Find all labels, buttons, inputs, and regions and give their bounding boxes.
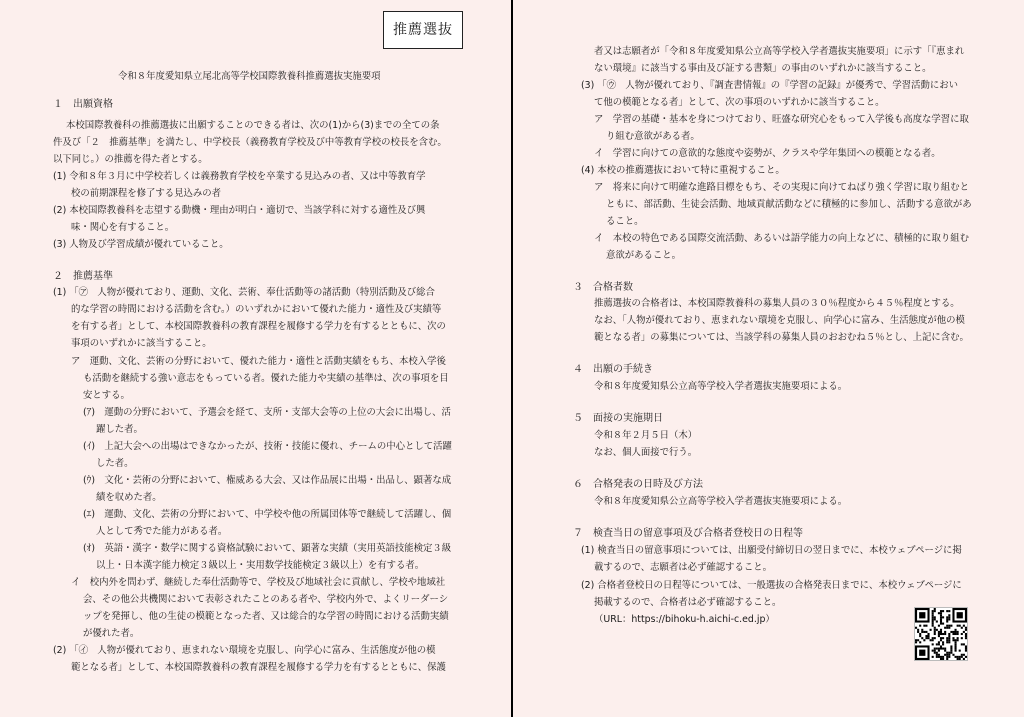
- left-page: [0, 0, 511, 717]
- left-text-line: 安とする。: [83, 390, 130, 401]
- right-text-line: 意欲があること。: [606, 250, 682, 261]
- right-text-line: 令和８年度愛知県公立高等学校入学者選抜実施要項による。: [594, 496, 848, 507]
- left-text-line: 会、その他公共機関において表彰されたことのある者や、学校内外で、よくリーダーシ: [83, 594, 449, 605]
- right-text-line: 載するので、志願者は必ず確認すること。: [594, 562, 772, 573]
- right-text-line: なお、「人物が優れており、恵まれない環境を克服し、向学心に富み、生活態度が他の模: [594, 315, 965, 326]
- right-text-line: 推薦選抜の合格者は、本校国際教養科の募集人員の３０％程度から４５％程度とする。: [594, 298, 960, 309]
- left-text-line: (2) 本校国際教養科を志望する動機・理由が明白・適切で、当該学科に対する適性及び興: [53, 205, 426, 216]
- right-section-heading: ７ 検査当日の留意事項及び合格者登校日の日程等: [573, 528, 803, 539]
- left-text-line: 校の前期課程を修了する見込みの者: [71, 188, 222, 199]
- right-text-line: なお、個人面接で行う。: [594, 447, 698, 458]
- left-text-line: 以上・日本漢字能力検定３級以上・実用数学技能検定３級以上）を有する者。: [96, 560, 425, 571]
- right-text-line: イ 学習に向けての意欲的な態度や姿勢が、クラスや学年集団への模範となる者。: [594, 148, 941, 159]
- right-text-line: 令和８年度愛知県公立高等学校入学者選抜実施要項による。: [594, 381, 848, 392]
- left-text-line: が優れた者。: [83, 628, 140, 639]
- document-title: 令和８年度愛知県立尾北高等学校国際教養科推薦選抜実施要項: [118, 71, 381, 82]
- right-text-line: ること。: [606, 216, 644, 227]
- left-text-line: 味・関心を有すること。: [71, 222, 175, 233]
- left-text-line: ア 運動、文化、芸術の分野において、優れた能力・適性と活動実績をもち、本校入学後: [71, 356, 446, 367]
- right-text-line: り組む意欲がある者。: [606, 131, 700, 142]
- left-text-line: (ｲ) 上記大会への出場はできなかったが、技術・技能に優れ、チームの中心として活躍: [83, 441, 452, 452]
- left-section-heading: ２ 推薦基準: [53, 271, 113, 282]
- left-text-line: を有する者」として、本校国際教養科の教育課程を履修する学力を有するとともに、次の: [71, 321, 446, 332]
- left-text-line: も活動を継続する強い意志をもっている者。優れた能力や実績の基準は、次の事項を目: [83, 373, 449, 384]
- right-text-line: (4) 本校の推薦選抜において特に重視すること。: [581, 165, 785, 176]
- left-text-line: 件及び「２ 推薦基準」を満たし、中学校長（義務教育学校及び中等教育学校の校長を含む。: [53, 137, 447, 148]
- left-text-line: 本校国際教養科の推薦選抜に出願することのできる者は、次の(1)から(3)までの全ての条: [66, 120, 440, 131]
- right-text-line: (3) 「㋒ 人物が優れており、『調査書情報』の『学習の記録』が優秀で、学習活動におい: [581, 80, 959, 91]
- left-text-line: (ｴ) 運動、文化、芸術の分野において、中学校や他の所属団体等で継続して活躍し、個: [83, 509, 452, 520]
- right-text-line: ない環境』に該当する事由及び証する書類」の事由のいずれかに該当すること。: [594, 63, 932, 74]
- right-text-line: て他の模範となる者」として、次の事項のいずれかに該当すること。: [594, 97, 885, 108]
- left-text-line: (ｳ) 文化・芸術の分野において、権威ある大会、又は作品展に出場・出品し、顕著な成: [83, 475, 452, 486]
- left-text-line: 範となる者」として、本校国際教養科の教育課程を履修する学力を有するとともに、保護: [71, 662, 446, 673]
- school-url-link[interactable]: （URL：https://bihoku-h.aichi-c.ed.jp）: [594, 614, 775, 625]
- right-section-heading: ３ 合格者数: [573, 282, 633, 293]
- right-text-line: 範となる者」の募集については、当該学科の募集人員のおおむね５％とし、上記に含む。: [594, 332, 969, 343]
- right-text-line: (2) 合格者登校日の日程等については、一般選抜の合格発表日までに、本校ウェブページに: [581, 580, 962, 591]
- qr-code[interactable]: [914, 607, 968, 661]
- right-section-heading: ６ 合格発表の日時及び方法: [573, 479, 703, 490]
- selection-type-tag: 推薦選抜: [383, 11, 463, 49]
- left-text-line: 事項のいずれかに該当すること。: [71, 338, 212, 349]
- left-text-line: ップを発揮し、他の生徒の模範となった者、又は総合的な学習の時間における活動実績: [83, 611, 449, 622]
- right-page: [513, 0, 1024, 717]
- right-text-line: 令和８年２月５日（木）: [594, 430, 698, 441]
- left-text-line: 績を収めた者。: [96, 492, 162, 503]
- left-text-line: (ｱ) 運動の分野において、予選会を経て、支所・支部大会等の上位の大会に出場し、活: [83, 407, 451, 418]
- right-text-line: ア 学習の基礎・基本を身につけており、旺盛な研究心をもって入学後も高度な学習に取: [594, 114, 969, 125]
- right-text-line: ア 将来に向けて明確な進路目標をもち、その実現に向けてねばり強く学習に取り組むと: [594, 182, 970, 193]
- right-text-line: 掲載するので、合格者は必ず確認すること。: [594, 597, 782, 608]
- right-text-line: イ 本校の特色である国際交流活動、あるいは語学能力の向上などに、積極的に取り組む: [594, 233, 970, 244]
- left-text-line: 躍した者。: [96, 424, 143, 435]
- right-section-heading: ４ 出願の手続き: [573, 364, 653, 375]
- right-text-line: (1) 検査当日の留意事項については、出願受付締切日の翌日までに、本校ウェブページに掲: [581, 545, 962, 556]
- left-text-line: (2) 「㋑ 人物が優れており、恵まれない環境を克服し、向学心に富み、生活態度が他の模: [53, 645, 436, 656]
- left-text-line: 的な学習の時間における活動を含む。）のいずれかにおいて優れた能力・適性及び実績等: [71, 304, 442, 315]
- left-text-line: (1) 令和８年３月に中学校若しくは義務教育学校を卒業する見込みの者、又は中等教育学: [53, 171, 426, 182]
- right-text-line: ともに、部活動、生徒会活動、地域貢献活動などに積極的に参加し、活動する意欲があ: [606, 199, 972, 210]
- left-text-line: (1) 「㋐ 人物が優れており、運動、文化、芸術、奉仕活動等の諸活動（特別活動及び総合: [53, 287, 435, 298]
- left-text-line: イ 校内外を問わず、継続した奉仕活動等で、学校及び地域社会に貢献し、学校や地域社: [71, 577, 446, 588]
- left-text-line: (ｵ) 英語・漢字・数学に関する資格試験において、顕著な実績（実用英語技能検定３級: [83, 543, 452, 554]
- left-text-line: (3) 人物及び学習成績が優れていること。: [53, 239, 229, 250]
- right-text-line: 者又は志願者が「令和８年度愛知県公立高等学校入学者選抜実施要項」に示す「『恵まれ: [594, 46, 965, 57]
- left-text-line: 以下同じ。）の推薦を得た者とする。: [53, 154, 208, 165]
- qr-code-graphic: [915, 608, 967, 660]
- right-section-heading: ５ 面接の実施期日: [573, 413, 663, 424]
- left-section-heading: １ 出願資格: [53, 99, 113, 110]
- left-text-line: 人として秀でた能力がある者。: [96, 526, 228, 537]
- left-text-line: した者。: [96, 458, 134, 469]
